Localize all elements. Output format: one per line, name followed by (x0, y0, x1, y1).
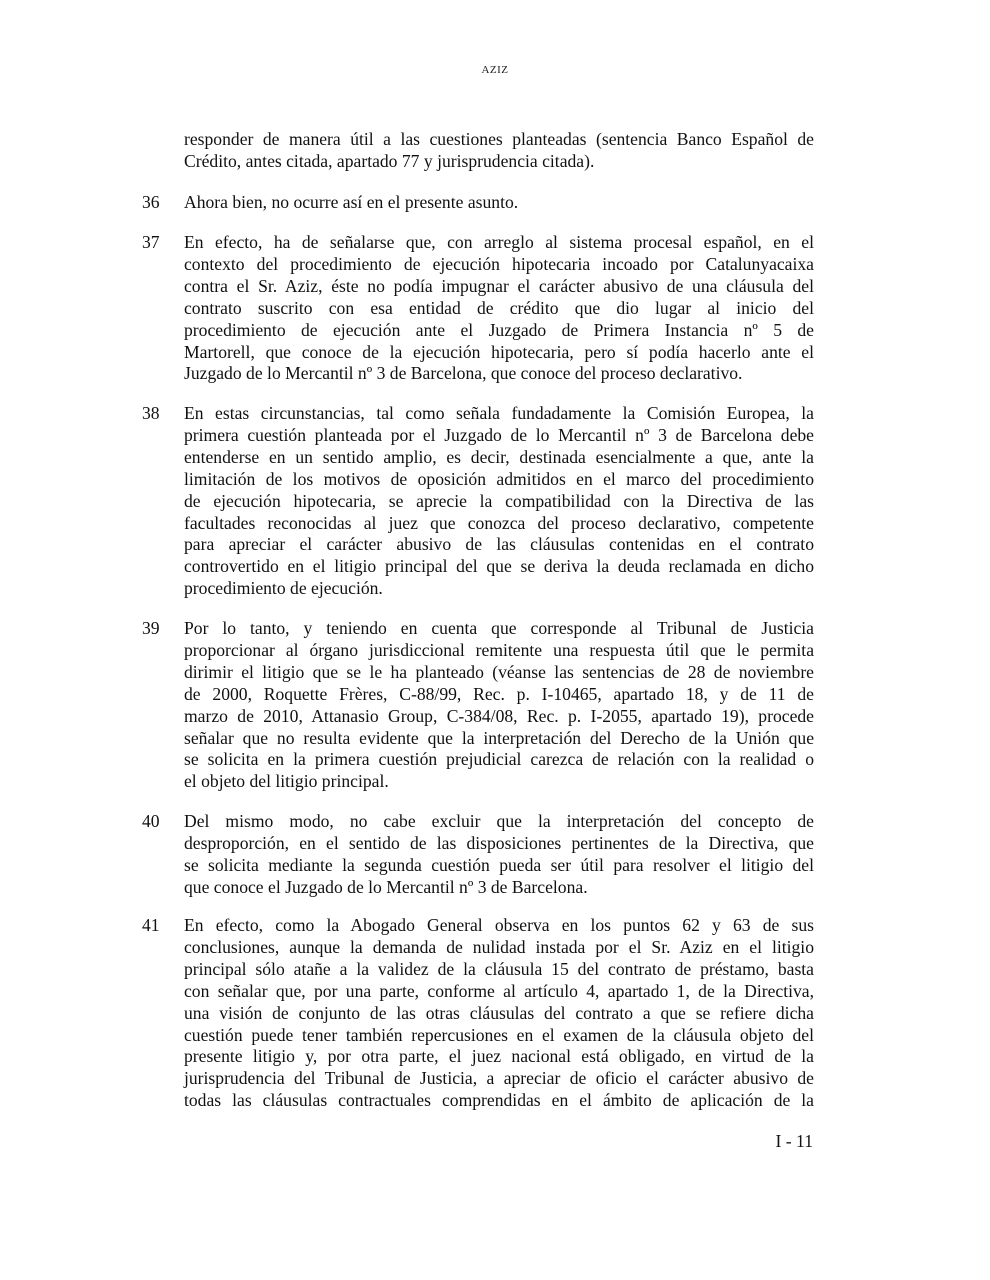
text-line: controvertido en el litigio principal del que se deriva la deuda reclamada en dicho (184, 556, 814, 577)
text-line: principal sólo atañe a la validez de la cláusula 15 del contrato de préstamo, basta (184, 958, 814, 979)
paragraph-39 (142, 618, 814, 793)
text-line: procedimiento de ejecución ante el Juzgado de Primera Instancia nº 5 de (184, 319, 814, 340)
text-line: contra el Sr. Aziz, éste no podía impugnar el carácter abusivo de una cláusula del (184, 275, 814, 296)
paragraph-text (184, 403, 814, 600)
paragraph-38 (142, 403, 814, 600)
paragraph-number: 36 (142, 192, 160, 212)
text-line: dirimir el litigio que se le ha planteado (véanse las sentencias de 28 de noviembre (184, 661, 814, 682)
paragraph-number: 38 (142, 403, 160, 423)
text-line: el objeto del litigio principal. (184, 771, 389, 792)
text-line: En estas circunstancias, tal como señala fundadamente la Comisión Europea, la (184, 403, 814, 423)
text-line: marzo de 2010, Attanasio Group, C-384/08, Rec. p. I-2055, apartado 19), procede (184, 705, 814, 726)
paragraph-number: 37 (142, 232, 160, 252)
running-header: AZIZ (481, 64, 509, 76)
text-line: En efecto, como la Abogado General observa en los puntos 62 y 63 de sus (184, 915, 814, 935)
paragraph-text (184, 618, 814, 793)
paragraph-41 (142, 915, 814, 1112)
text-line: desproporción, en el sentido de las disposiciones pertinentes de la Directiva, que (184, 832, 814, 853)
text-line: para apreciar el carácter abusivo de las cláusulas contenidas en el contrato (184, 534, 814, 555)
text-line: Por lo tanto, y teniendo en cuenta que corresponde al Tribunal de Justicia (184, 618, 814, 638)
paragraph-number: 41 (142, 915, 160, 935)
paragraph-continuation (142, 129, 814, 173)
text-line: facultades reconocidas al juez que conozca del proceso declarativo, competente (184, 512, 814, 533)
text-line: limitación de los motivos de oposición admitidos en el marco del procedimiento (184, 468, 814, 489)
paragraph-text (184, 232, 814, 385)
paragraph-text (184, 192, 814, 214)
text-line: entenderse en un sentido amplio, es decir, destinada esencialmente a que, ante la (184, 446, 814, 467)
text-line: señalar que no resulta evidente que la interpretación del Derecho de la Unión que (184, 727, 814, 748)
text-line: jurisprudencia del Tribunal de Justicia, a apreciar de oficio el carácter abusivo de (184, 1068, 814, 1089)
paragraph-36 (142, 192, 814, 214)
text-line: todas las cláusulas contractuales comprendidas en el ámbito de aplicación de la (184, 1090, 814, 1111)
text-line: presente litigio y, por otra parte, el juez nacional está obligado, en virtud de la (184, 1046, 814, 1067)
text-line: Del mismo modo, no cabe excluir que la interpretación del concepto de (184, 811, 814, 831)
text-line: conclusiones, aunque la demanda de nulidad instada por el Sr. Aziz en el litigio (184, 936, 814, 957)
text-line: contrato suscrito con esa entidad de crédito que dio lugar al inicio del (184, 297, 814, 318)
paragraph-text (184, 811, 814, 899)
text-line: con señalar que, por una parte, conforme al artículo 4, apartado 1, de la Directiva, (184, 980, 814, 1001)
paragraph-text (184, 915, 814, 1112)
text-line: que conoce el Juzgado de lo Mercantil nº 3 de Barcelona. (184, 876, 588, 897)
text-line: Crédito, antes citada, apartado 77 y jurisprudencia citada). (184, 150, 595, 171)
paragraph-number: 39 (142, 618, 160, 638)
text-line: Juzgado de lo Mercantil nº 3 de Barcelona, que conoce del proceso declarativo. (184, 363, 743, 384)
text-line: responder de manera útil a las cuestiones planteadas (sentencia Banco Español de (184, 129, 814, 149)
text-line: de 2000, Roquette Frères, C-88/99, Rec. p. I-10465, apartado 18, y de 11 de (184, 683, 814, 704)
text-line: se solicita mediante la segunda cuestión pueda ser útil para resolver el litigio del (184, 854, 814, 875)
paragraph-number: 40 (142, 811, 160, 831)
paragraph-40 (142, 811, 814, 899)
text-line: contexto del procedimiento de ejecución hipotecaria incoado por Catalunyacaixa (184, 253, 814, 274)
text-line: Martorell, que conoce de la ejecución hipotecaria, pero sí podía hacerlo ante el (184, 341, 814, 362)
page-number: I - 11 (775, 1131, 813, 1151)
paragraph-37 (142, 232, 814, 385)
text-line: En efecto, ha de señalarse que, con arreglo al sistema procesal español, en el (184, 232, 814, 252)
text-line: primera cuestión planteada por el Juzgado de lo Mercantil nº 3 de Barcelona debe (184, 424, 814, 445)
text-line: procedimiento de ejecución. (184, 578, 383, 599)
text-line: se solicita en la primera cuestión prejudicial carezca de relación con la realidad o (184, 749, 814, 770)
text-line: de ejecución hipotecaria, se aprecie la compatibilidad con la Directiva de las (184, 490, 814, 511)
text-line: Ahora bien, no ocurre así en el presente asunto. (184, 192, 519, 212)
text-line: cuestión puede tener también repercusiones en el examen de la cláusula objeto del (184, 1024, 814, 1045)
text-line: proporcionar al órgano jurisdiccional remitente una respuesta útil que le permita (184, 639, 814, 660)
paragraph-text (184, 129, 814, 173)
text-line: una visión de conjunto de las otras cláusulas del contrato a que se refiere dicha (184, 1002, 814, 1023)
